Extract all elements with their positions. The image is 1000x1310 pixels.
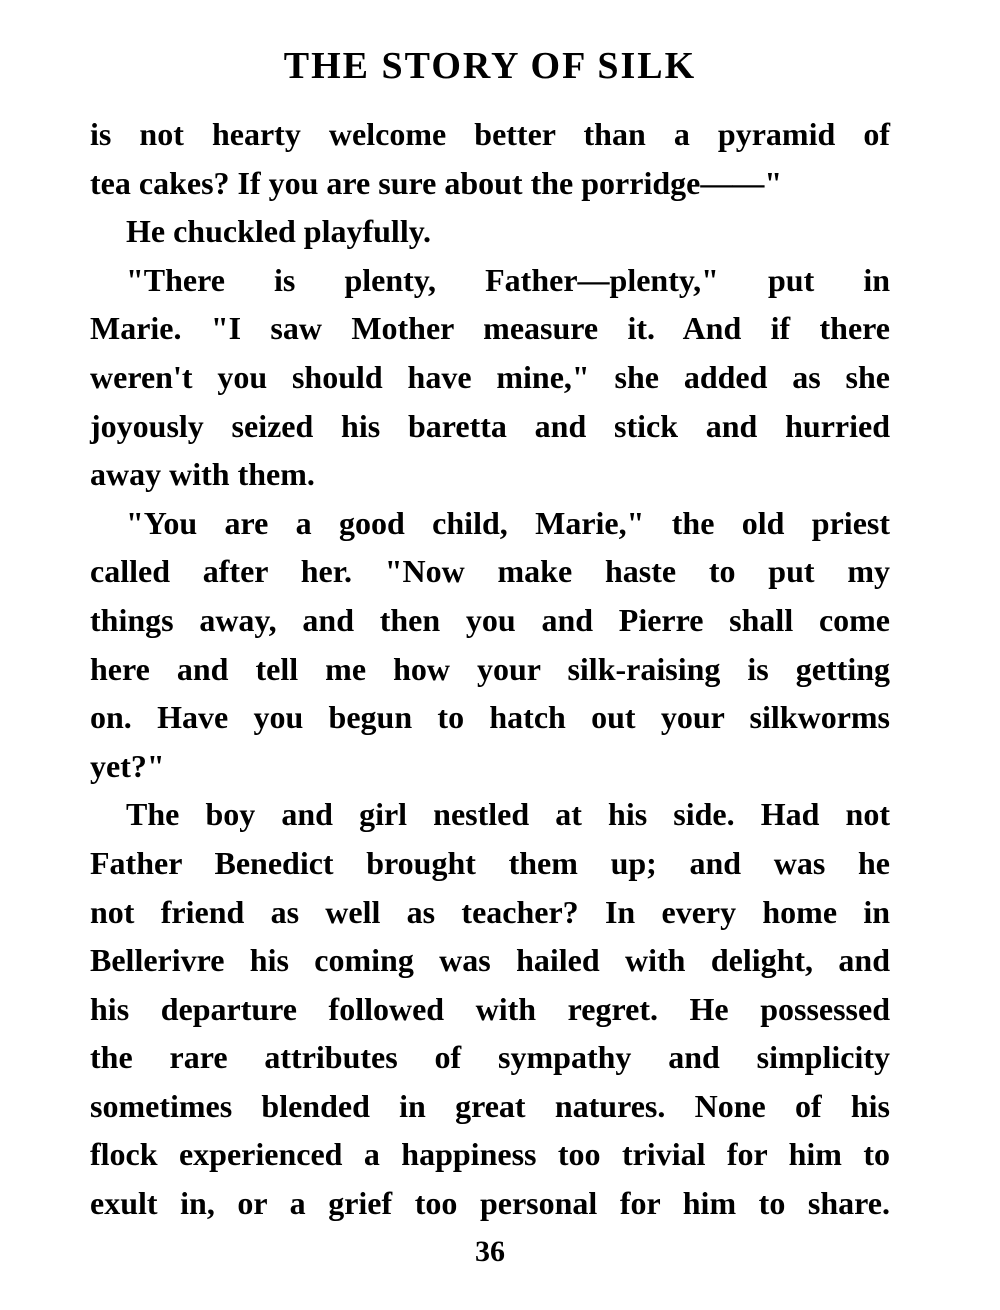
text-line: Bellerivre his coming was hailed with delight, and	[90, 942, 890, 979]
text-line: his departure followed with regret. He possessed	[90, 990, 890, 1027]
text-line: yet?"	[90, 747, 165, 784]
text-line: away with them.	[90, 456, 315, 493]
text-line: "There is plenty, Father—plenty," put in	[126, 261, 890, 298]
text-line: He chuckled playfully.	[126, 213, 431, 250]
running-head: THE STORY OF SILK	[283, 45, 697, 87]
text-line: exult in, or a grief too personal for him to share.	[90, 1185, 890, 1222]
page-number: 36	[475, 1235, 505, 1268]
text-line: weren't you should have mine," she added as she	[90, 358, 890, 395]
text-line: "You are a good child, Marie," the old priest	[126, 504, 890, 541]
text-line: the rare attributes of sympathy and simplicity	[90, 1039, 890, 1076]
text-line: joyously seized his baretta and stick and hurried	[90, 407, 890, 444]
text-line: is not hearty welcome better than a pyramid of	[90, 116, 890, 152]
body-text	[90, 110, 890, 1228]
text-line: things away, and then you and Pierre shall come	[90, 601, 890, 638]
text-line: on. Have you begun to hatch out your silkworms	[90, 699, 890, 736]
text-line: not friend as well as teacher? In every home in	[90, 893, 890, 930]
text-line: Marie. "I saw Mother measure it. And if there	[90, 310, 890, 347]
text-line: called after her. "Now make haste to put my	[90, 553, 890, 590]
text-line: Father Benedict brought them up; and was he	[90, 844, 890, 881]
text-line: tea cakes? If you are sure about the porridge——"	[90, 164, 783, 201]
text-line: flock experienced a happiness too trivial for him to	[90, 1136, 890, 1173]
text-line: here and tell me how your silk-raising is getting	[90, 650, 890, 687]
text-line: The boy and girl nestled at his side. Had not	[126, 796, 890, 833]
text-line: sometimes blended in great natures. None of his	[90, 1087, 890, 1124]
